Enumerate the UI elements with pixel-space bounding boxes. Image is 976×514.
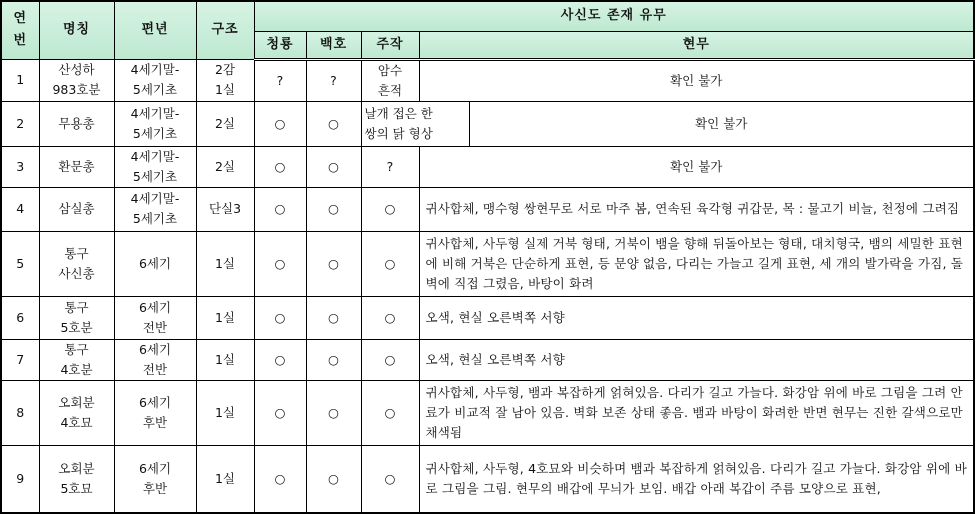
- row-jujak: ○: [361, 231, 419, 296]
- header-period: 편년: [114, 1, 196, 59]
- table-row: [1, 59, 974, 101]
- row-name: 오회분 5호묘: [39, 445, 114, 513]
- row-period: 6세기 후반: [114, 445, 196, 513]
- row-cheongryong: ○: [254, 339, 306, 380]
- header-baekho: 백호: [306, 31, 361, 59]
- row-baekho: ○: [306, 296, 361, 339]
- row-no: 3: [1, 146, 39, 187]
- row-baekho: ?: [306, 59, 361, 101]
- row-jujak: 암수 흔적: [361, 59, 419, 101]
- table-row: [1, 231, 974, 296]
- row-period: 6세기 후반: [114, 380, 196, 445]
- table-row: [1, 187, 974, 231]
- row-structure: 1실: [196, 339, 254, 380]
- row-jujak: ?: [361, 146, 419, 187]
- row-period: 6세기 전반: [114, 296, 196, 339]
- row-jujak: ○: [361, 187, 419, 231]
- row-name: 환문총: [39, 146, 114, 187]
- row-name: 오회분 4호묘: [39, 380, 114, 445]
- row-name: 통구 5호분: [39, 296, 114, 339]
- row-jujak: 날개 접은 한 쌍의 닭 형상: [361, 101, 469, 146]
- row-no: 8: [1, 380, 39, 445]
- row-period: 6세기 전반: [114, 339, 196, 380]
- row-hyeonmu: 오색, 현실 오른벽쪽 서향: [419, 296, 974, 339]
- row-baekho: ○: [306, 187, 361, 231]
- table-row: [1, 296, 974, 339]
- row-structure: 2실: [196, 146, 254, 187]
- row-hyeonmu: 귀사합체, 사두형, 뱀과 복잡하게 얽혀있음. 다리가 길고 가늘다. 화강암 위에 바로 그림을 그려 안료가 비교적 잘 남아 있음. 벽화 보존 상태 좋음. 뱀과 바탕이 화려한 반면 현무는 진한 갈색으로만 채색됨: [419, 380, 974, 445]
- row-name: 통구 사신총: [39, 231, 114, 296]
- row-hyeonmu: 귀사합체, 사두형 실제 거북 형태, 거북이 뱀을 향해 뒤돌아보는 형태, 대치형국, 뱀의 세밀한 표현에 비해 거북은 단순하게 표현, 등 문양 없음, 다리는 가늘고 길게 표현, 세 개의 발가락을 가짐, 돌벽에 직접 그렸음, 바탕이 화려: [419, 231, 974, 296]
- row-cheongryong: ○: [254, 296, 306, 339]
- row-period: 4세기말- 5세기초: [114, 101, 196, 146]
- header-four-guardians: 사신도 존재 유무: [254, 1, 974, 31]
- row-hyeonmu: 확인 불가: [469, 101, 974, 146]
- row-no: 4: [1, 187, 39, 231]
- row-baekho: ○: [306, 101, 361, 146]
- row-name: 산성하 983호분: [39, 59, 114, 101]
- row-name: 통구 4호분: [39, 339, 114, 380]
- header-structure: 구조: [196, 1, 254, 59]
- row-no: 9: [1, 445, 39, 513]
- table-row: [1, 339, 974, 380]
- row-structure: 단실3: [196, 187, 254, 231]
- row-period: 4세기말- 5세기초: [114, 146, 196, 187]
- row-name: 무용총: [39, 101, 114, 146]
- header-no: 연 번: [1, 1, 39, 59]
- row-no: 1: [1, 59, 39, 101]
- row-baekho: ○: [306, 380, 361, 445]
- row-jujak: ○: [361, 296, 419, 339]
- row-cheongryong: ○: [254, 146, 306, 187]
- row-hyeonmu: 확인 불가: [419, 146, 974, 187]
- table-row: [1, 101, 974, 146]
- row-name: 삼실총: [39, 187, 114, 231]
- header-cheongryong: 청룡: [254, 31, 306, 59]
- row-no: 2: [1, 101, 39, 146]
- row-baekho: ○: [306, 445, 361, 513]
- row-hyeonmu: 귀사합체, 사두형, 4호묘와 비슷하며 뱀과 복잡하게 얽혀있음. 다리가 길고 가늘다. 화강암 위에 바로 그림을 그림. 현무의 배갑에 무늬가 보임. 배갑 아래 복갑이 주름 모양으로 표현,: [419, 445, 974, 513]
- row-baekho: ○: [306, 146, 361, 187]
- row-no: 6: [1, 296, 39, 339]
- row-structure: 2감 1실: [196, 59, 254, 101]
- row-structure: 2실: [196, 101, 254, 146]
- row-structure: 1실: [196, 296, 254, 339]
- row-cheongryong: ○: [254, 380, 306, 445]
- row-structure: 1실: [196, 380, 254, 445]
- header-hyeonmu: 현무: [419, 31, 974, 59]
- row-hyeonmu: 귀사합체, 맹수형 쌍현무로 서로 마주 봄, 연속된 육각형 귀갑문, 목 : 물고기 비늘, 천정에 그려짐: [419, 187, 974, 231]
- header-name: 명칭: [39, 1, 114, 59]
- header-jujak: 주작: [361, 31, 419, 59]
- row-jujak: ○: [361, 445, 419, 513]
- table-row: [1, 445, 974, 513]
- row-cheongryong: ○: [254, 187, 306, 231]
- row-jujak: ○: [361, 380, 419, 445]
- row-jujak: ○: [361, 339, 419, 380]
- row-baekho: ○: [306, 231, 361, 296]
- table-row: [1, 146, 974, 187]
- row-cheongryong: ○: [254, 231, 306, 296]
- row-cheongryong: ?: [254, 59, 306, 101]
- row-baekho: ○: [306, 339, 361, 380]
- row-cheongryong: ○: [254, 101, 306, 146]
- row-cheongryong: ○: [254, 445, 306, 513]
- row-structure: 1실: [196, 445, 254, 513]
- row-period: 4세기말- 5세기초: [114, 59, 196, 101]
- table-row: [1, 380, 974, 445]
- row-hyeonmu: 확인 불가: [419, 59, 974, 101]
- row-structure: 1실: [196, 231, 254, 296]
- row-hyeonmu: 오색, 현실 오른벽쪽 서향: [419, 339, 974, 380]
- row-period: 6세기: [114, 231, 196, 296]
- row-no: 7: [1, 339, 39, 380]
- row-period: 4세기말- 5세기초: [114, 187, 196, 231]
- row-no: 5: [1, 231, 39, 296]
